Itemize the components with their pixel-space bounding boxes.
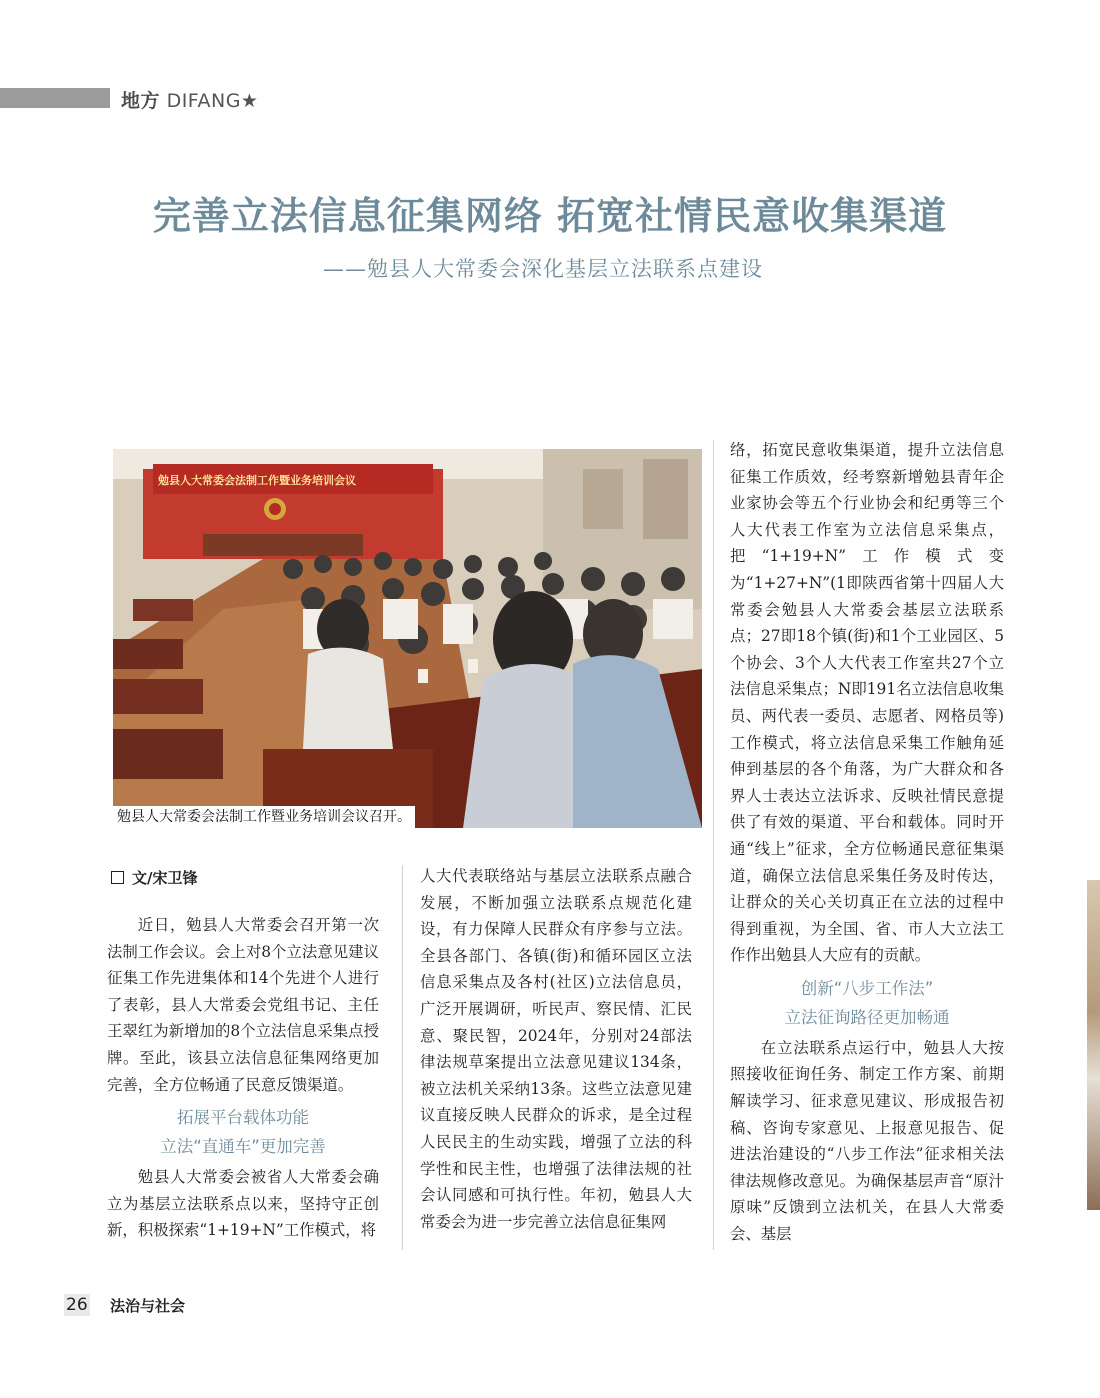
article-subtitle: ——勉县人大常委会深化基层立法联系点建设 [323, 257, 763, 281]
paragraph: 近日，勉县人大常委会召开第一次法制工作会议。会上对8个立法意见建议征集工作先进集体和14个先进个人进行了表彰，县人大常委会党组书记、主任王翠红为新增加的8个立法信息采集点授牌。至此，该县立法信息征集网络更加完善，全方位畅通了民意反馈渠道。 [107, 916, 379, 1094]
section-label [121, 86, 258, 113]
section-heading-line: 创新“八步工作法” [800, 978, 934, 998]
adjacent-page-photo-edge [1087, 880, 1100, 1210]
section-heading-1 [107, 1103, 379, 1161]
section-heading-line: 拓展平台载体功能 [177, 1108, 309, 1128]
paragraph: 络，拓宽民意收集渠道，提升立法信息征集工作质效，经考察新增勉县青年企业家协会等五个行业协会和纪勇等三个人大代表工作室为立法信息采集点，把“1+19+N”工作模式变为“1+27+N”(1即陕西省第十四届人大常委会勉县人大常委会基层立法联系点；27即18个镇(街)和1个工业园区、5个协会、3个人大代表工作室共27个立法信息采集点；N即191名立法信息收集员、两代表一委员、志愿者、网格员等)工作模式，将立法信息采集工作触角延伸到基层的各个角落，为广大群众和各界人士表达立法诉求、反映社情民意提供了有效的渠道、平台和载体。同时开通“线上”征求，全方位畅通民意征集渠道，确保立法信息采集任务及时传达，让群众的关心关切真正在立法的过程中得到重视，为全国、省、市人大立法工作作出勉县人大应有的贡献。 [730, 441, 1004, 965]
page-number: 26 [66, 1295, 88, 1315]
byline-text: 文/宋卫锋 [132, 869, 198, 887]
text-column-1 [107, 912, 379, 1244]
text-column-3 [730, 437, 1004, 1248]
paragraph: 勉县人大常委会被省人大常委会确立为基层立法联系点以来，坚持守正创新，积极探索“1+19+N”工作模式，将 [107, 1168, 379, 1240]
section-heading-line: 立法征询路径更加畅通 [784, 1007, 950, 1027]
section-label-cn: 地方 [121, 90, 161, 112]
byline-box-icon [111, 871, 124, 884]
paragraph: 人大代表联络站与基层立法联系点融合发展，不断加强立法联系点规范化建设，有力保障人民群众有序参与立法。全县各部门、各镇(街)和循环园区立法信息采集点及各村(社区)立法信息员，广泛开展调研，听民声、察民情、汇民意、聚民智，2024年，分别对24部法律法规草案提出立法意见建议134条，被立法机关采纳13条。这些立法意见建议直接反映人民群众的诉求，是全过程人民民主的生动实践，增强了立法的科学性和民主性，也增强了法律法规的社会认同感和可执行性。年初，勉县人大常委会为进一步完善立法信息征集网 [420, 867, 692, 1231]
article-title: 完善立法信息征集网络 拓宽社情民意收集渠道 [152, 194, 948, 238]
section-bar [0, 88, 110, 108]
section-heading-2 [730, 974, 1004, 1032]
photo-caption: 勉县人大常委会法制工作暨业务培训会议召开。 [113, 806, 415, 828]
text-column-2 [420, 863, 692, 1235]
meeting-photo [113, 449, 702, 828]
banner-text: 勉县人大常委会法制工作暨业务培训会议 [158, 474, 356, 487]
byline [111, 867, 197, 888]
section-heading-line: 立法“直通车”更加完善 [160, 1137, 326, 1157]
column-divider [402, 865, 403, 1250]
section-label-en: DIFANG★ [166, 90, 259, 112]
magazine-name: 法治与社会 [110, 1297, 186, 1315]
column-divider [713, 440, 714, 1250]
paragraph: 在立法联系点运行中，勉县人大按照接收征询任务、制定工作方案、前期解读学习、征求意见建议、形成报告初稿、咨询专家意见、上报意见报告、促进法治建设的“八步工作法”征求相关法律法规修改意见。为确保基层声音“原汁原味”反馈到立法机关，在县人大常委会、基层 [730, 1038, 1004, 1244]
